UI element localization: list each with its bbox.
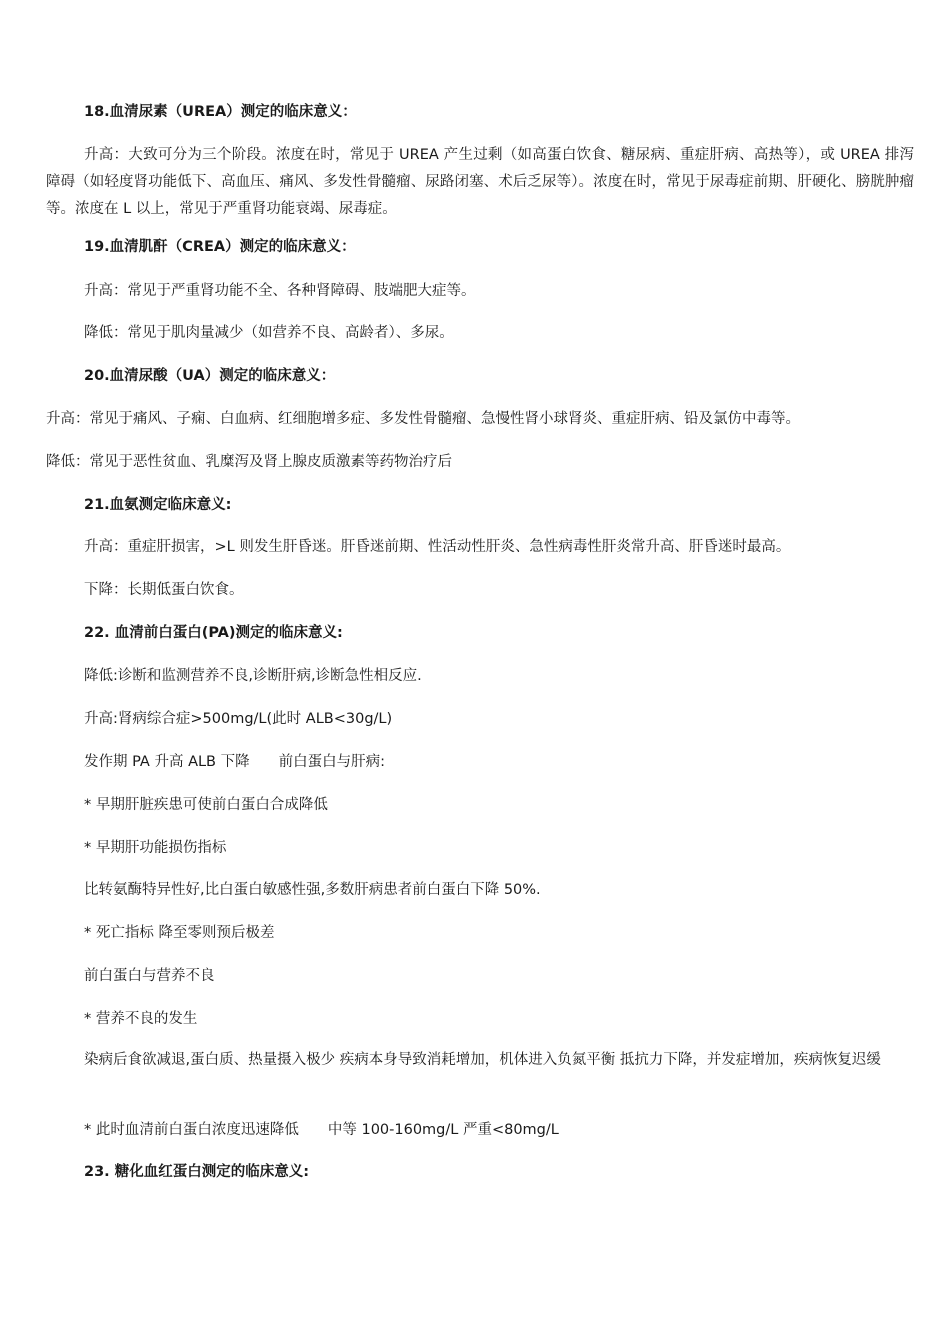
line-pa-increase: 升高:肾病综合症>500mg/L(此时 ALB<30g/L) [84, 711, 393, 727]
line-crea-decrease: 降低：常见于肌肉量减少（如营养不良、高龄者）、多尿。 [84, 325, 454, 341]
line-pa-liver: 发作期 PA 升高 ALB 下降 前白蛋白与肝病: [84, 754, 386, 770]
line-ammonia-decrease: 下降：长期低蛋白饮食。 [84, 582, 244, 598]
bullet-pa-drop: * 此时血清前白蛋白浓度迅速降低 中等 100-160mg/L 严重<80mg/L [84, 1122, 559, 1138]
heading-urea: 18.血清尿素（UREA）测定的临床意义： [84, 104, 357, 120]
bullet-death-index: * 死亡指标 降至零则预后极差 [84, 925, 275, 941]
line-ammonia-increase: 升高：重症肝损害，>L 则发生肝昏迷。肝昏迷前期、性活动性肝炎、急性病毒性肝炎常升高、肝昏迷时最高。 [84, 539, 791, 555]
heading-hba1c: 23. 糖化血红蛋白测定的临床意义: [84, 1164, 310, 1180]
heading-ua: 20.血清尿酸（UA）测定的临床意义： [84, 368, 336, 384]
bullet-malnutrition: * 营养不良的发生 [84, 1011, 198, 1027]
line-specificity: 比转氨酶特异性好,比白蛋白敏感性强,多数肝病患者前白蛋白下降 50%. [84, 882, 541, 898]
paragraph-infection: 染病后食欲减退,蛋白质、热量摄入极少 疾病本身导致消耗增加，机体进入负氮平衡 抵抗力下降，并发症增加，疾病恢复迟缓 [84, 1052, 881, 1068]
bullet-early-liver: * 早期肝脏疾患可使前白蛋白合成降低 [84, 797, 328, 813]
line-pa-nutrition: 前白蛋白与营养不良 [84, 968, 215, 984]
line-crea-increase: 升高：常见于严重肾功能不全、各种肾障碍、肢端肥大症等。 [84, 283, 476, 299]
line-ua-decrease: 降低：常见于恶性贫血、乳糜泻及肾上腺皮质激素等药物治疗后 [46, 454, 452, 470]
heading-crea: 19.血清肌酐（CREA）测定的临床意义： [84, 239, 356, 255]
bullet-liver-index: * 早期肝功能损伤指标 [84, 840, 227, 856]
heading-ammonia: 21.血氨测定临床意义: [84, 497, 232, 513]
heading-prealbumin: 22. 血清前白蛋白(PA)测定的临床意义: [84, 625, 343, 641]
line-pa-decrease: 降低:诊断和监测营养不良,诊断肝病,诊断急性相反应. [84, 668, 422, 684]
paragraph-urea-increase: 升高：大致可分为三个阶段。浓度在时，常见于 UREA 产生过剩（如高蛋白饮食、糖尿病、重症肝病、高热等），或 UREA 排泻障碍（如轻度肾功能低下、高血压、痛风、多发性骨髓瘤、尿路闭塞、术后乏尿等）。浓度在时，常见于尿毒症前期、肝硬化、膀胱肿瘤等。浓度在 L 以上，常见于严重肾功能衰竭、尿毒症。 [46, 147, 914, 217]
line-ua-increase: 升高：常见于痛风、子痫、白血病、红细胞增多症、多发性骨髓瘤、急慢性肾小球肾炎、重症肝病、铅及氯仿中毒等。 [46, 411, 800, 427]
